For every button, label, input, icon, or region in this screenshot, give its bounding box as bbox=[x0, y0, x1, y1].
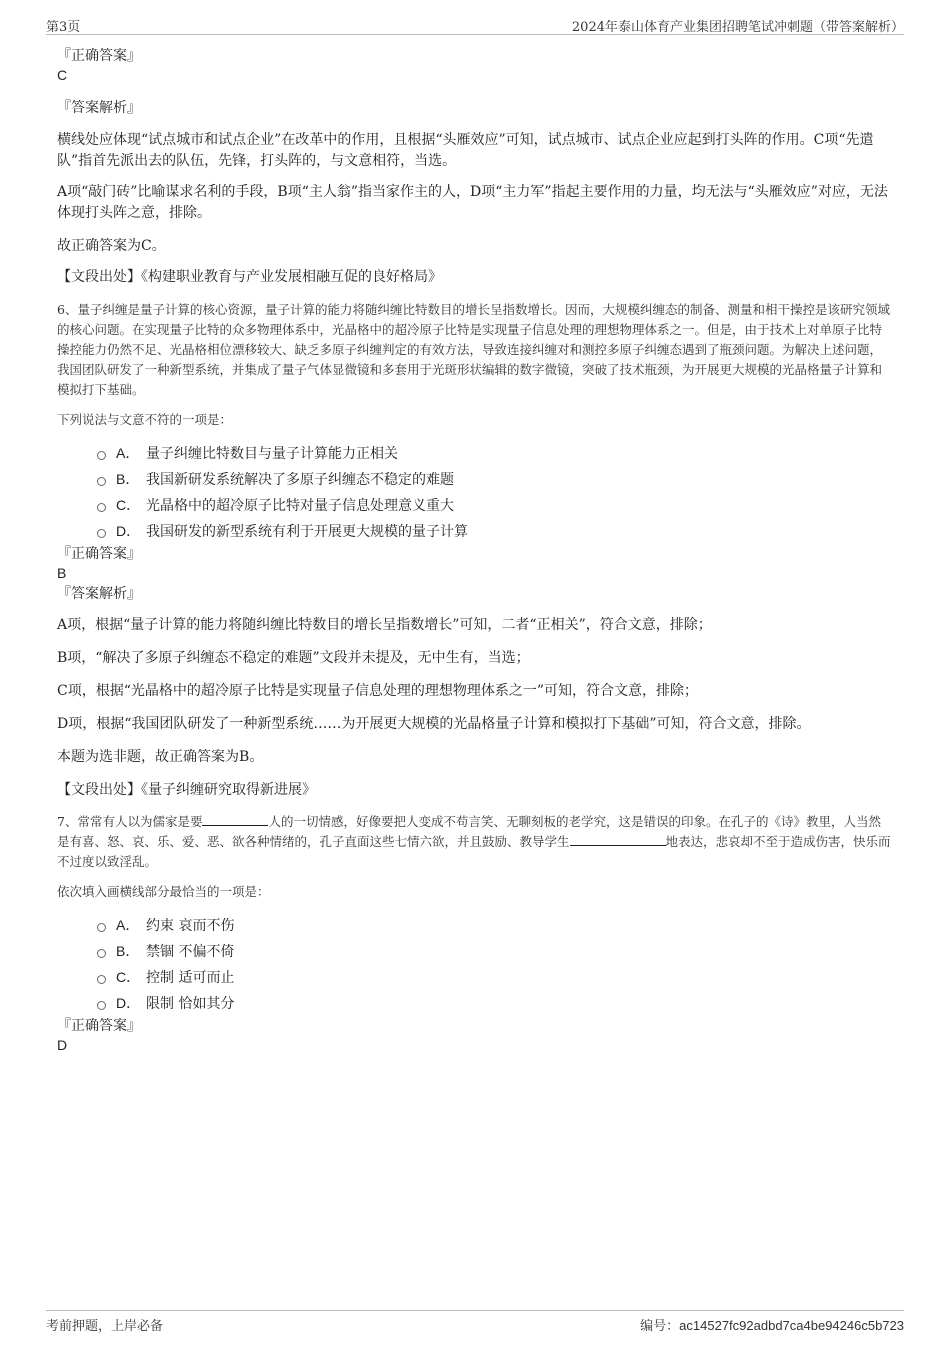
option-b[interactable] bbox=[97, 938, 892, 964]
page-header bbox=[46, 14, 904, 35]
radio-icon[interactable] bbox=[97, 1001, 106, 1010]
option-letter: D． bbox=[116, 995, 141, 1011]
source-title: 《构建职业教育与产业发展相融互促的良好格局》 bbox=[141, 269, 442, 285]
source-line bbox=[57, 267, 892, 287]
document-code: 编号：ac14527fc92adbd7ca4be94246c5b723 bbox=[640, 1318, 904, 1333]
option-letter: B． bbox=[116, 471, 140, 487]
source-label: 【文段出处】 bbox=[57, 782, 141, 798]
source-line bbox=[57, 780, 892, 800]
radio-icon[interactable] bbox=[97, 923, 106, 932]
option-text: 约束 哀而不伤 bbox=[146, 918, 235, 934]
option-a[interactable] bbox=[97, 440, 892, 466]
option-letter: A． bbox=[116, 445, 140, 461]
analysis-paragraph: A项“敲门砖”比喻谋求名利的手段，B项“主人翁”指当家作主的人，D项“主力军”指起主要作用的力量，均无法与“头雁效应”对应，无法体现打头阵之意，排除。 bbox=[57, 184, 888, 221]
radio-icon[interactable] bbox=[97, 949, 106, 958]
document-title: 2024年泰山体育产业集团招聘笔试冲刺题（带答案解析） bbox=[571, 20, 904, 35]
analysis-label: 『答案解析』 bbox=[57, 586, 141, 602]
option-text: 限制 恰如其分 bbox=[146, 996, 235, 1012]
analysis-paragraph: 故正确答案为C。 bbox=[57, 238, 166, 254]
option-text: 我国新研发系统解决了多原子纠缠态不稳定的难题 bbox=[146, 472, 454, 488]
options-list bbox=[57, 440, 892, 544]
analysis-paragraph: B项，“解决了多原子纠缠态不稳定的难题”文段并未提及，无中生有，当选； bbox=[57, 650, 530, 666]
correct-answer-label: 『正确答案』 bbox=[57, 1018, 141, 1034]
option-letter: B． bbox=[116, 943, 140, 959]
option-d[interactable] bbox=[97, 990, 892, 1016]
source-label: 【文段出处】 bbox=[57, 269, 141, 285]
analysis-paragraph: A项，根据“量子计算的能力将随纠缠比特数目的增长呈指数增长”可知，二者“正相关”，符合文意，排除； bbox=[57, 617, 712, 633]
correct-answer-label: 『正确答案』 bbox=[57, 546, 141, 562]
option-c[interactable] bbox=[97, 492, 892, 518]
question-stem bbox=[57, 812, 892, 872]
option-a[interactable] bbox=[97, 912, 892, 938]
stem-part: 7、常常有人以为儒家是要 bbox=[57, 814, 203, 829]
option-text: 禁锢 不偏不倚 bbox=[146, 944, 235, 960]
option-letter: D． bbox=[116, 523, 141, 539]
question-stem: 6、量子纠缠是量子计算的核心资源，量子计算的能力将随纠缠比特数目的增长呈指数增长。因而，大规模纠缠态的制备、测量和相干操控是该研究领域的核心问题。在实现量子比特的众多物理体系中，光晶格中的超冷原子比特是实现量子信息处理的理想物理体系之一。但是，由于技术上对单原子比特操控能力仍然不足、光晶格相位漂移较大、缺乏多原子纠缠判定的有效方法，导致连接纠缠对和测控多原子纠缠态遇到了瓶颈问题。为解决上述问题，我国团队研发了一种新型系统，并集成了量子气体显微镜和多套用于光斑形状编辑的数字微镜，突破了技术瓶颈，为开展更大规模的光晶格量子计算和模拟打下基础。 bbox=[57, 302, 890, 397]
page-content bbox=[57, 46, 892, 1054]
option-d[interactable] bbox=[97, 518, 892, 544]
correct-answer: C bbox=[57, 67, 68, 83]
option-text: 控制 适可而止 bbox=[146, 970, 235, 986]
option-letter: A． bbox=[116, 917, 140, 933]
options-list bbox=[57, 912, 892, 1016]
radio-icon[interactable] bbox=[97, 975, 106, 984]
radio-icon[interactable] bbox=[97, 451, 106, 460]
correct-answer-label: 『正确答案』 bbox=[57, 48, 141, 64]
fill-blank bbox=[570, 833, 666, 846]
option-text: 量子纠缠比特数目与量子计算能力正相关 bbox=[146, 446, 398, 462]
option-b[interactable] bbox=[97, 466, 892, 492]
radio-icon[interactable] bbox=[97, 477, 106, 486]
question-prompt: 下列说法与文意不符的一项是： bbox=[57, 412, 233, 427]
option-text: 我国研发的新型系统有利于开展更大规模的量子计算 bbox=[146, 524, 468, 540]
radio-icon[interactable] bbox=[97, 529, 106, 538]
option-text: 光晶格中的超冷原子比特对量子信息处理意义重大 bbox=[146, 498, 454, 514]
option-letter: C． bbox=[116, 969, 141, 985]
analysis-paragraph: C项，根据“光晶格中的超冷原子比特是实现量子信息处理的理想物理体系之一”可知，符合文意，排除； bbox=[57, 683, 699, 699]
fill-blank bbox=[202, 813, 268, 826]
page-footer bbox=[46, 1310, 904, 1335]
correct-answer: D bbox=[57, 1037, 68, 1053]
analysis-label: 『答案解析』 bbox=[57, 100, 141, 116]
analysis-paragraph: 本题为选非题，故正确答案为B。 bbox=[57, 749, 264, 765]
stem-part: 地表达，悲哀却不至于造成伤害，快乐而不过度以致淫乱。 bbox=[57, 834, 891, 869]
page-number: 第3页 bbox=[46, 20, 81, 35]
correct-answer: B bbox=[57, 565, 67, 581]
radio-icon[interactable] bbox=[97, 503, 106, 512]
option-letter: C． bbox=[116, 497, 141, 513]
question-prompt: 依次填入画横线部分最恰当的一项是： bbox=[57, 884, 270, 899]
analysis-paragraph: 横线处应体现“试点城市和试点企业”在改革中的作用，且根据“头雁效应”可知，试点城市、试点企业应起到打头阵的作用。C项“先遣队”指首先派出去的队伍，先锋，打头阵的，与文意相符，当选。 bbox=[57, 132, 874, 169]
source-title: 《量子纠缠研究取得新进展》 bbox=[141, 782, 316, 798]
stem-part: 人的一切情感，好像要把人变成不苟言笑、无聊刻板的老学究，这是错误的印象。在孔子的《诗》教里，人当然是有喜、怒、哀、乐、爱、恶、欲各种情绪的，孔子直面这些七情六欲，并且鼓励、教导学生 bbox=[57, 814, 881, 849]
analysis-paragraph: D项，根据“我国团队研发了一种新型系统……为开展更大规模的光晶格量子计算和模拟打下基础”可知，符合文意，排除。 bbox=[57, 716, 811, 732]
footer-slogan: 考前押题，上岸必备 bbox=[46, 1319, 164, 1334]
option-c[interactable] bbox=[97, 964, 892, 990]
